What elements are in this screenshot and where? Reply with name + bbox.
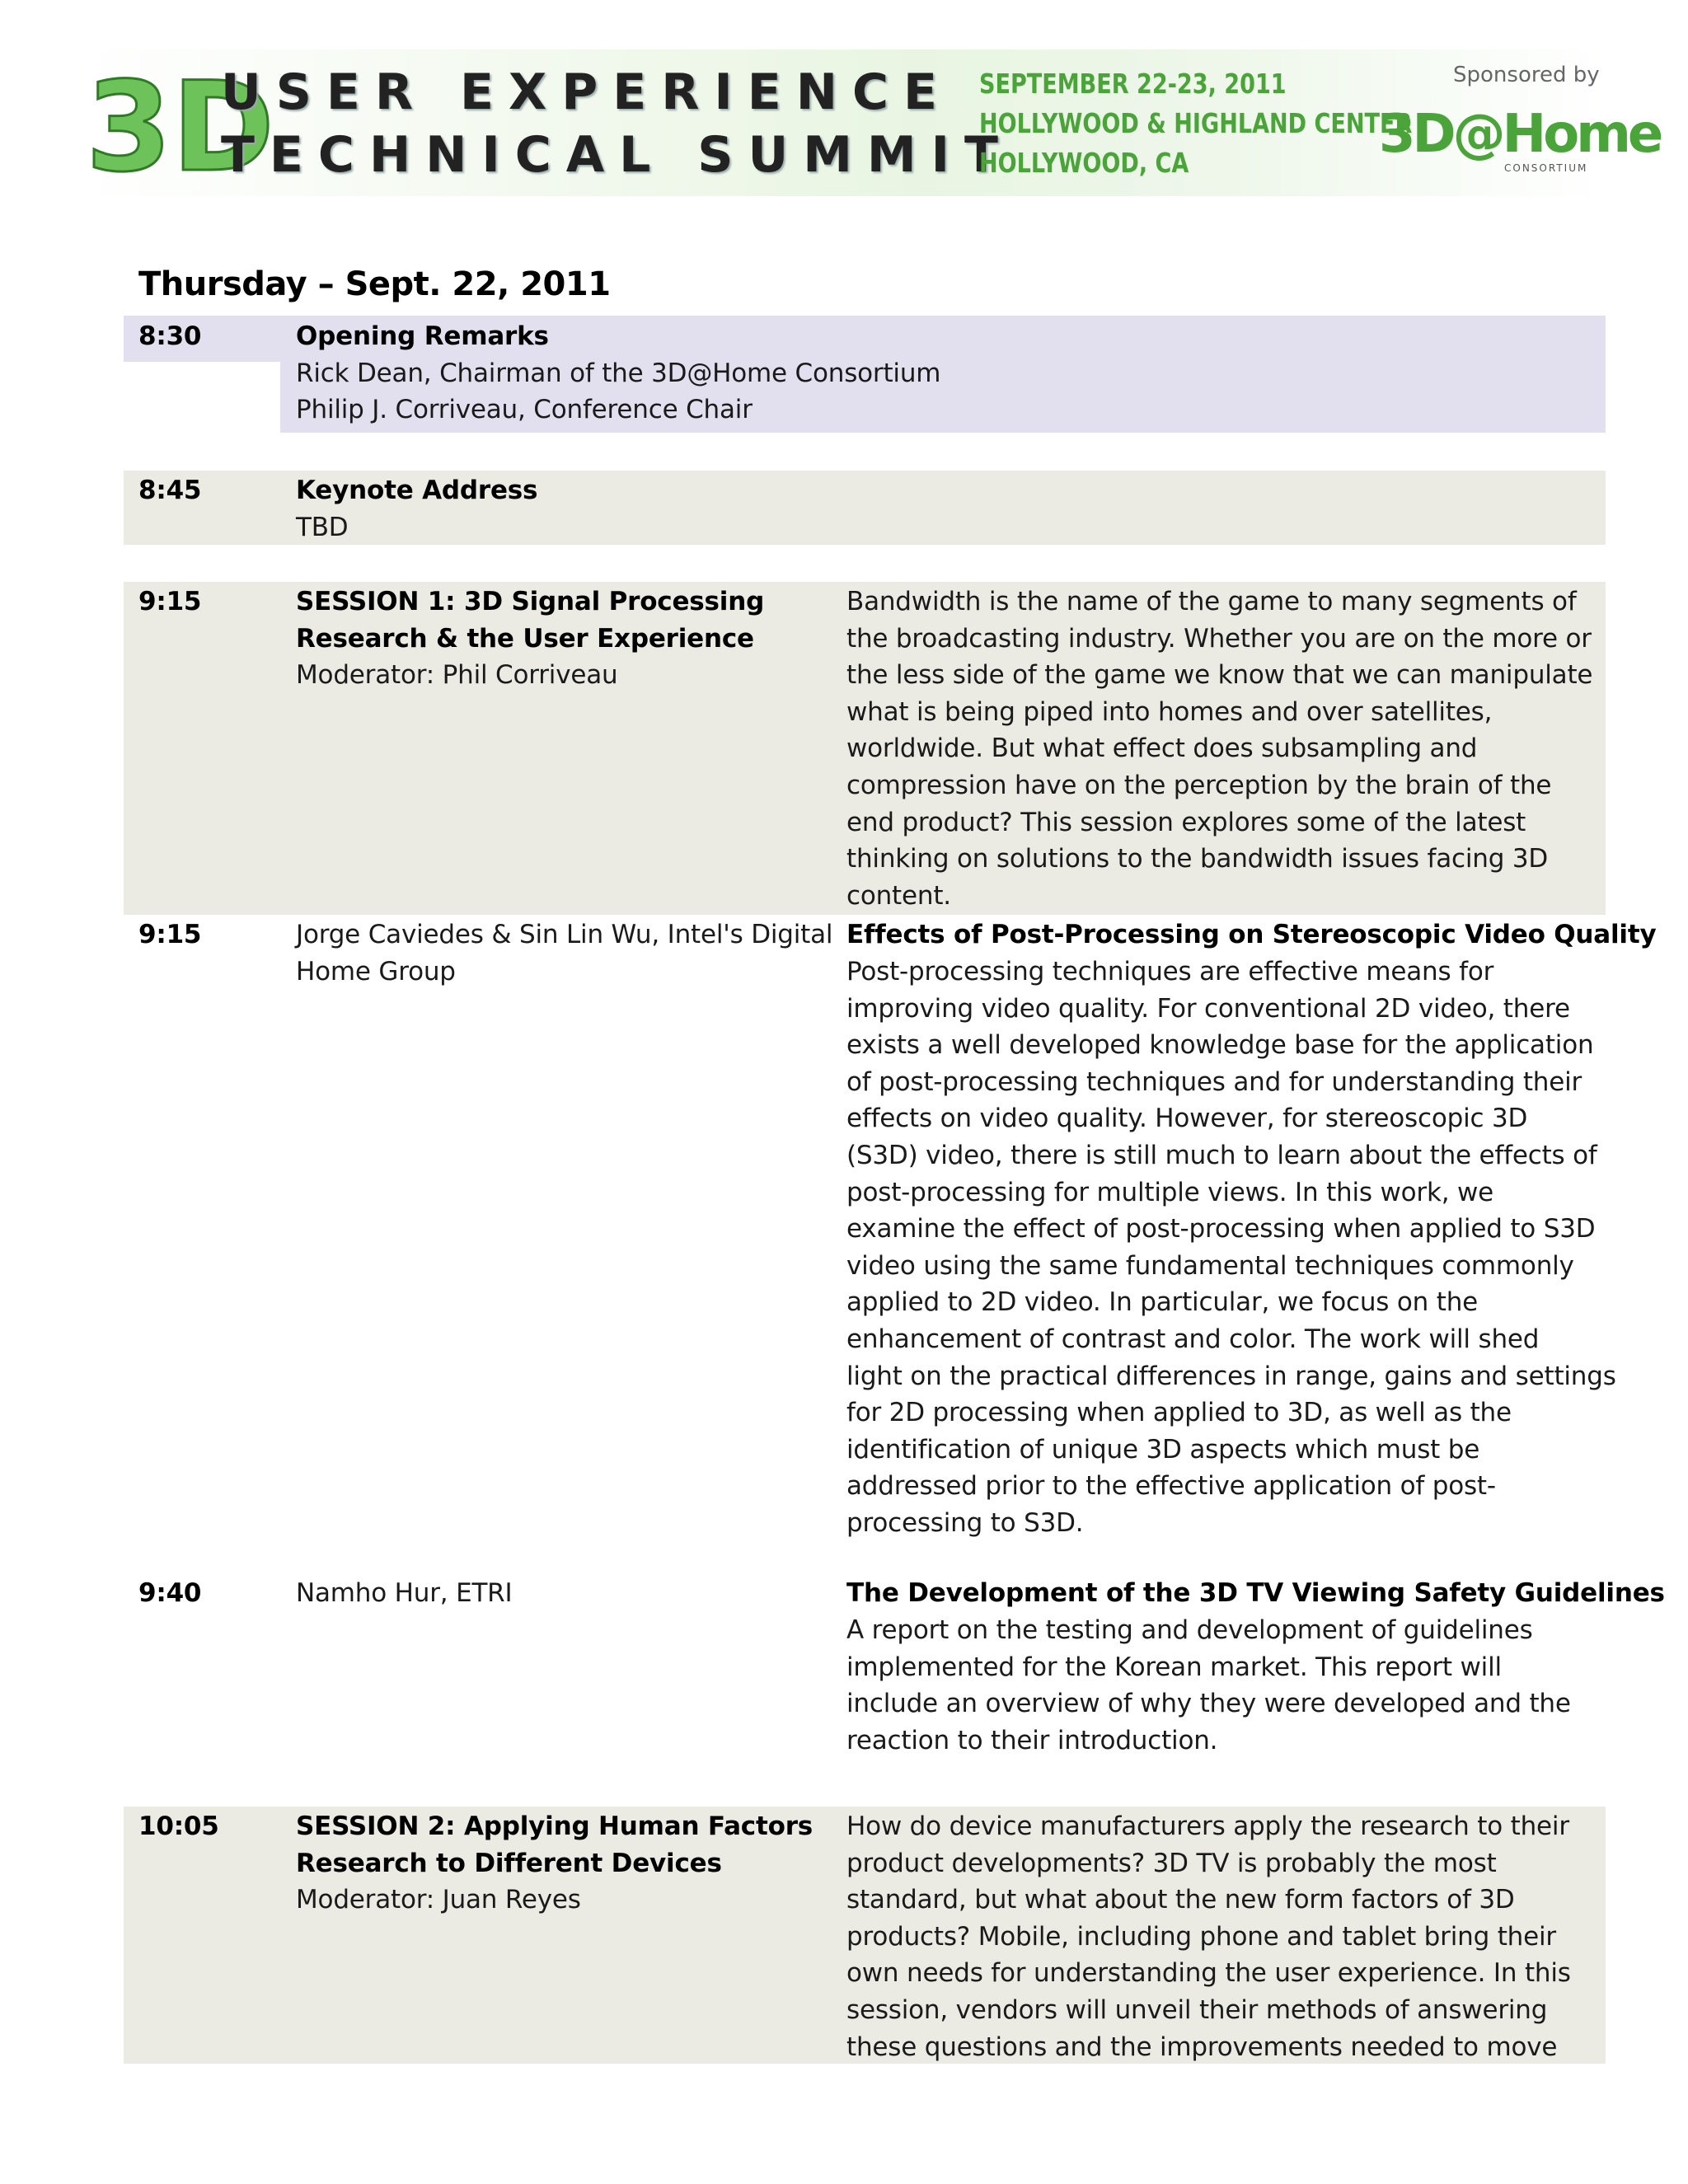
3d-logo-icon	[84, 54, 274, 199]
time-label: 10:05	[138, 1811, 219, 1841]
abstract-line: implemented for the Korean market. This report will	[846, 1652, 1502, 1682]
description-line: content.	[846, 880, 951, 911]
day-heading: Thursday – Sept. 22, 2011	[138, 265, 611, 303]
sponsor-logo-icon	[1379, 92, 1661, 175]
keynote-title: Keynote Address	[296, 476, 538, 505]
session2-title-line2: Research to Different Devices	[296, 1849, 722, 1878]
logo-3d-text: 3D	[86, 56, 274, 199]
banner-title-line1: USER EXPERIENCE	[221, 63, 952, 121]
session2-title-line1: SESSION 2: Applying Human Factors	[296, 1811, 814, 1841]
description-line: Bandwidth is the name of the game to many segments of	[846, 587, 1577, 616]
abstract-line: post-processing for multiple views. In this work, we	[846, 1177, 1494, 1207]
talk2-title: The Development of the 3D TV Viewing Safety Guidelines	[846, 1578, 1665, 1608]
abstract-line: for 2D processing when applied to 3D, as well as the	[846, 1398, 1512, 1428]
session2-description	[846, 1808, 1571, 2065]
description-line: the less side of the game we know that we can manipulate	[846, 660, 1593, 691]
abstract-line: enhancement of contrast and color. The work will shed	[846, 1324, 1540, 1354]
talk1-abstract	[846, 954, 1616, 1542]
abstract-line: improving video quality. For conventional 2D video, there	[846, 993, 1570, 1024]
session1-moderator: Moderator: Phil Corriveau	[296, 660, 618, 690]
time-label: 8:45	[138, 476, 202, 505]
summit-banner	[73, 49, 1661, 199]
abstract-line: effects on video quality. However, for stereoscopic 3D	[846, 1104, 1528, 1134]
abstract-line: reaction to their introduction.	[846, 1725, 1218, 1755]
opening-speaker-2: Philip J. Corriveau, Conference Chair	[296, 395, 753, 424]
description-line: thinking on solutions to the bandwidth issues facing 3D	[846, 844, 1549, 874]
event-info	[979, 64, 1412, 183]
time-label: 8:30	[138, 321, 202, 351]
sponsor-logo-text: 3D@Home	[1379, 104, 1661, 165]
description-line: product developments? 3D TV is probably the most	[846, 1848, 1497, 1878]
keynote-speaker: TBD	[296, 513, 349, 542]
event-venue: HOLLYWOOD & HIGHLAND CENTER	[979, 107, 1413, 139]
abstract-line: A report on the testing and development of guidelines	[846, 1615, 1533, 1645]
abstract-line: video using the same fundamental techniques commonly	[846, 1250, 1574, 1281]
description-line: compression have on the perception by the brain of the	[846, 770, 1552, 800]
description-line: end product? This session explores some of the latest	[846, 807, 1526, 837]
description-line: worldwide. But what effect does subsampling and	[846, 733, 1478, 764]
banner-title-line2: TECHNICAL SUMMIT	[221, 126, 1013, 184]
abstract-line: addressed prior to the effective application of post-	[846, 1471, 1496, 1502]
opening-title: Opening Remarks	[296, 321, 549, 351]
session2-moderator: Moderator: Juan Reyes	[296, 1885, 581, 1915]
description-line: these questions and the improvements needed to move	[846, 2032, 1558, 2062]
event-dates: SEPTEMBER 22-23, 2011	[979, 68, 1287, 100]
talk1-speaker-line1: Jorge Caviedes & Sin Lin Wu, Intel's Digital	[296, 920, 833, 949]
time-label: 9:15	[138, 587, 202, 616]
talk2-speaker: Namho Hur, ETRI	[296, 1578, 513, 1608]
description-line: what is being piped into homes and over satellites,	[846, 696, 1493, 727]
talk1-title: Effects of Post-Processing on Stereoscopic Video Quality	[846, 920, 1657, 949]
banner-title	[221, 61, 1013, 186]
sponsor-logo-sub: CONSORTIUM	[1504, 162, 1588, 174]
abstract-line: of post-processing techniques and for understanding their	[846, 1066, 1582, 1097]
talk1-speaker-line2: Home Group	[296, 957, 456, 987]
session1-title-line2: Research & the User Experience	[296, 624, 754, 654]
abstract-line: identification of unique 3D aspects which must be	[846, 1434, 1480, 1465]
abstract-line: light on the practical differences in range, gains and settings	[846, 1361, 1616, 1391]
abstract-line: exists a well developed knowledge base for the application	[846, 1030, 1594, 1061]
session1-description	[846, 583, 1592, 914]
abstract-line: (S3D) video, there is still much to learn about the effects of	[846, 1140, 1597, 1170]
time-label: 9:15	[138, 920, 202, 949]
abstract-line: examine the effect of post-processing when applied to S3D	[846, 1214, 1596, 1244]
description-line: How do device manufacturers apply the research to their	[846, 1811, 1569, 1841]
abstract-line: applied to 2D video. In particular, we focus on the	[846, 1287, 1479, 1318]
description-line: products? Mobile, including phone and tablet bring their	[846, 1921, 1556, 1952]
abstract-line: Post-processing techniques are effective means for	[846, 957, 1494, 987]
sponsor-label: Sponsored by	[1453, 63, 1600, 87]
description-line: session, vendors will unveil their methods of answering	[846, 1994, 1548, 2025]
sponsor-block	[1379, 63, 1661, 194]
time-label: 9:40	[138, 1578, 202, 1608]
description-line: the broadcasting industry. Whether you are on the more or	[846, 623, 1592, 654]
abstract-line: include an overview of why they were developed and the	[846, 1689, 1571, 1719]
abstract-line: processing to S3D.	[846, 1507, 1084, 1538]
opening-speaker-1: Rick Dean, Chairman of the 3D@Home Consortium	[296, 359, 941, 388]
description-line: standard, but what about the new form factors of 3D	[846, 1885, 1515, 1915]
session1-title-line1: SESSION 1: 3D Signal Processing	[296, 587, 765, 616]
event-city: HOLLYWOOD, CA	[979, 147, 1189, 179]
description-line: own needs for understanding the user experience. In this	[846, 1958, 1571, 1989]
talk2-abstract	[846, 1612, 1571, 1759]
